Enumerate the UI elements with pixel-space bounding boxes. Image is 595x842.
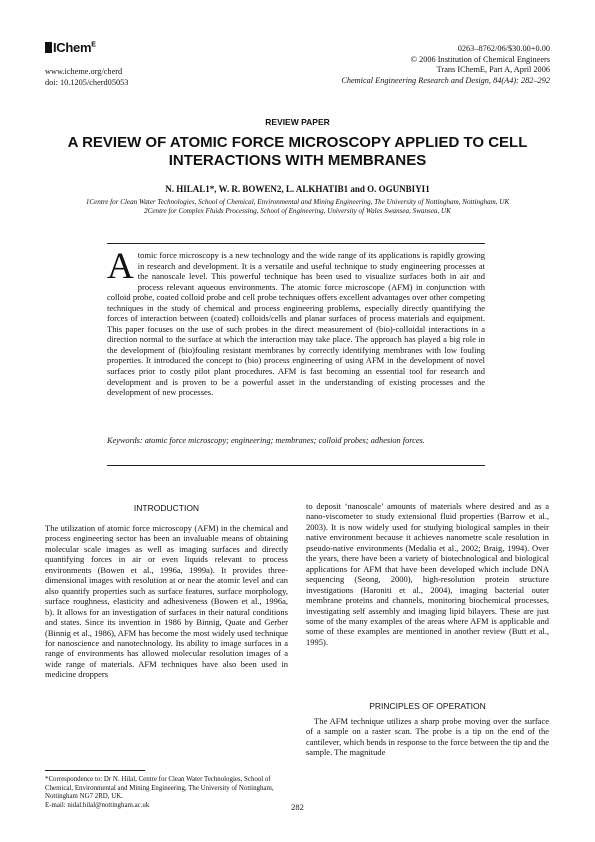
abstract-bottom-rule	[107, 465, 485, 466]
journal-url[interactable]: www.icheme.org/cherd	[45, 67, 123, 76]
abstract-top-rule	[107, 243, 485, 244]
journal-logo: IChem$^E$	[45, 40, 96, 55]
journal-full: Chemical Engineering Research and Design, 84(A4): 282–292	[341, 75, 550, 85]
header-right	[250, 44, 550, 86]
intro-text-continued: to deposit ‘nanoscale’ amounts of materials where desired and as a nano-viscometer to study extensional fluid properties (Barrow et al., 2003). It is now widely used for studying biological samples in their native environment because it achieves nanometre scale resolution in pseudo-native environments (Medalia et al., 2002; Braig, 1994). Over the years, there have been a variety of biotechnological and biological applications for AFM that have been developed which include DNA sequencing (Seong, 2000), high-resolution protein structure investigations (Haroniti et al., 2004), imaging bacterial outer membrane proteins and channels, monitoring biochemical processes, investigating self assembly and imaging lipid bilayers. These are just some of the many examples of the areas where AFM is applicable and some of these examples are mentioned in another review (Butt et al., 1995).	[306, 501, 549, 647]
abstract-dropcap: A	[107, 246, 134, 287]
intro-text: The utilization of atomic force microscopy (AFM) in the chemical and process engineering sector has been an invaluable means of obtaining molecular scale images as well as imaging surfaces and directly quantifying forces in air or even liquids relevant to process environments (Bowen et al., 1996a, 1999a). It provides three-dimensional images with resolution at or near the atomic level and can also quantify properties such as surface features, surface morphology, surface roughness, elasticity and adhesiveness (Bowen et al., 1996a, b). It allows for an investigation of surfaces in their natural conditions and states. Since its invention in 1986 by Binnig, Quate and Gerber (Binnig et al., 1986), AFM has become the most widely used technique for nanoscience and nanotechnology. Its ability to image surfaces in a range of environments has allowed molecular resolution images of a wide range of materials. AFM techniques have also been used in medicine droppers	[45, 523, 288, 680]
doi[interactable]: doi: 10.1205/cherd05053	[45, 77, 129, 87]
principles-text: The AFM technique utilizes a sharp probe moving over the surface of a sample on a raster scan. The probe is a tip on the end of the cantilever, which bends in response to the force between the tip and the sample. The magnitude	[306, 716, 549, 758]
logo-mark-icon	[45, 42, 52, 53]
abstract	[107, 246, 485, 398]
intro-heading: INTRODUCTION	[133, 503, 200, 513]
keywords: Keywords: atomic force microscopy; engineering; membranes; colloid probes; adhesion forces.	[107, 436, 425, 445]
journal-short: Trans IChemE, Part A, April 2006	[436, 65, 550, 74]
footnote-rule	[45, 770, 145, 771]
affiliation-1: 1Centre for Clean Water Technologies, School of Chemical, Environmental and Mining Engineering, The University of Nottingham, Nottingham, UK	[85, 198, 510, 206]
email[interactable]: E-mail: nidal.hilal@nottingham.ac.uk	[45, 801, 150, 809]
header-left	[45, 67, 128, 88]
authors: N. HILAL1*, W. R. BOWEN2, L. ALKHATIB1 and O. OGUNBIYI1	[165, 184, 430, 194]
affiliations	[60, 198, 535, 216]
abstract-text: tomic force microscopy is a new technology and the wide range of its applications is rapidly growing in research and development. It is a versatile and useful technique to study engineering processes at the nanoscale level. This powerful technique has been used to visualize surfaces both in air and process relevant aqueous environments. The atomic force microscope (AFM) in conjunction with colloid probe, coated colloid probe and cell probe techniques offers excellent advantages over other competing techniques in the study of chemical and process engineering problems, especially directly quantifying the forces of interaction between (coated) colloids/cells and planar surfaces of process materials and equipment. This paper focuses on the use of such probes in the direct measurement of (bio)-colloidal interactions in a direction normal to the surface at which the interaction may take place. The approach has played a big role in the development of (bio)fouling resistant membranes by correctly identifying membranes with low fouling properties. It introduced the concept to (bio) process engineering of using AFM in the development of novel surfaces prior to costly pilot plant procedures. AFM is fast becoming an essential tool for research and development and is proven to be a powerful asset in the understanding of existing processes and the development of new processes.	[107, 250, 485, 398]
correspondence: *Correspondence to: Dr N. Hilal, Centre for Clean Water Technologies, School of Chemical, Environmental and Mining Engineering, The University of Nottingham, Nottingham NG7 2RD, UK.	[45, 776, 274, 801]
article-type: REVIEW PAPER	[265, 117, 330, 127]
page-number: 282	[291, 802, 304, 812]
affiliation-2: 2Centre for Complex Fluids Processing, School of Engineering, University of Wales Swansea, Swansea, UK	[144, 207, 451, 215]
article-title: A REVIEW OF ATOMIC FORCE MICROSCOPY APPLIED TO CELL INTERACTIONS WITH MEMBRANES	[67, 134, 528, 169]
copyright: © 2006 Institution of Chemical Engineers	[410, 54, 550, 64]
principles-heading: PRINCIPLES OF OPERATION	[369, 701, 486, 711]
issn: 0263–8762/06/$30.00+0.00	[457, 44, 550, 53]
